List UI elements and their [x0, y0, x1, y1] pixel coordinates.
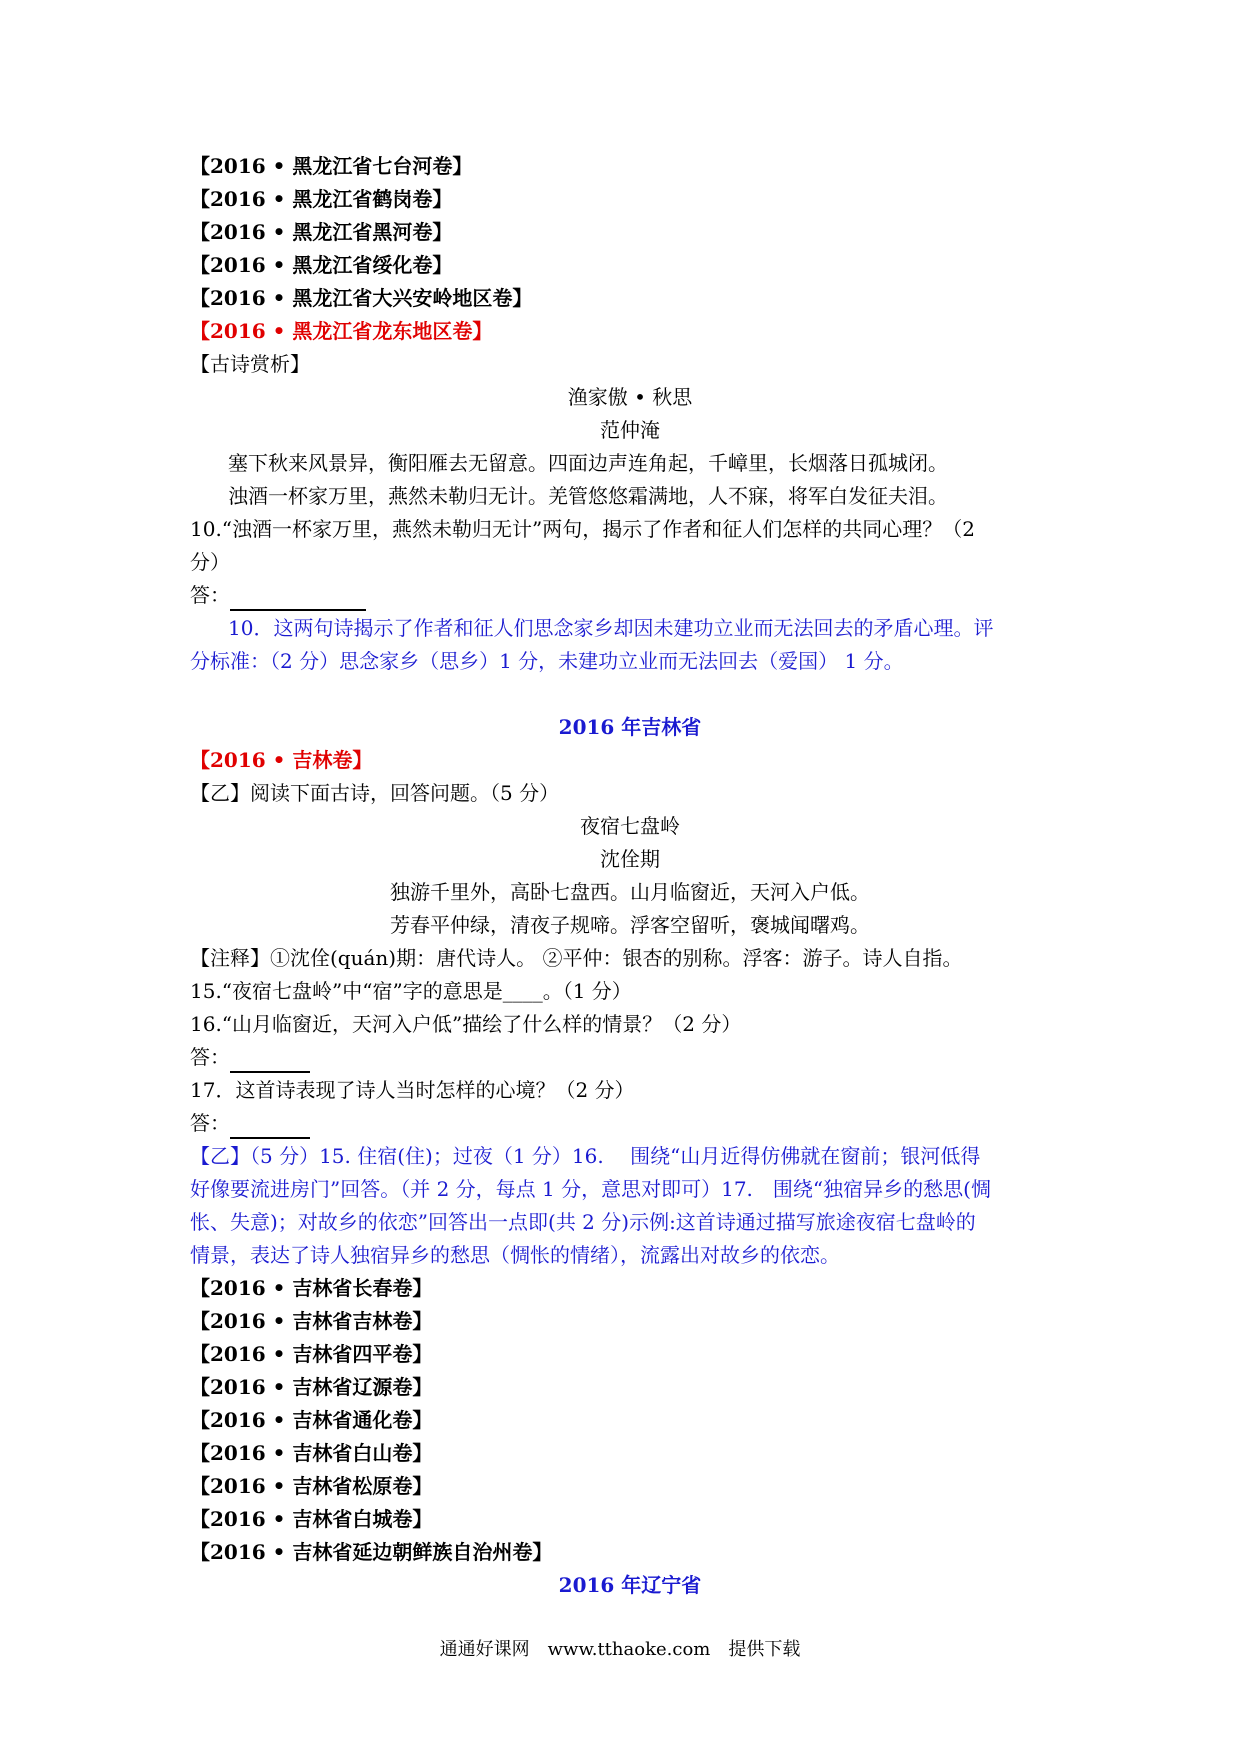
answer-yi-3: 怅、失意)；对故乡的依恋”回答出一点即(共 2 分)示例:这首诗通过描写旅途夜宿七盘岭的 — [190, 1210, 976, 1234]
header-suihua: 【2016 • 黑龙江省绥化卷】 — [190, 253, 453, 277]
answer-10-cont: 分标准：（2 分）思念家乡（思乡）1 分，未建功立业而无法回去（爱国） 1 分。 — [190, 649, 904, 673]
answer-blank — [230, 1049, 310, 1073]
answer-label: 答： — [190, 583, 230, 607]
note: 【注释】①沈佺(quán)期：唐代诗人。 ②平仲：银杏的别称。浮客：游子。诗人自指。 — [190, 946, 963, 970]
answer-10: 10．这两句诗揭示了作者和征人们思念家乡却因未建功立业而无法回去的矛盾心理。评 — [228, 616, 994, 640]
question-15: 15.“夜宿七盘岭”中“宿”字的意思是____。（1 分） — [190, 979, 632, 1003]
footer: 通通好课网 www.tthaoke.com 提供下载 — [439, 1639, 801, 1660]
header-jilin-city: 【2016 • 吉林省吉林卷】 — [190, 1309, 433, 1333]
yi-intro: 【乙】阅读下面古诗，回答问题。（5 分） — [190, 781, 560, 805]
header-jilin: 【2016 • 吉林卷】 — [190, 748, 373, 772]
answer-label: 答： — [190, 1111, 230, 1135]
poem1-line-2: 浊酒一杯家万里，燕然未勒归无计。羌管悠悠霜满地，人不寐，将军白发征夫泪。 — [228, 484, 948, 508]
question-16: 16.“山月临窗近，天河入户低”描绘了什么样的情景？（2 分） — [190, 1012, 742, 1036]
poem1-line-1: 塞下秋来风景异，衡阳雁去无留意。四面边声连角起，千嶂里，长烟落日孤城闭。 — [228, 451, 948, 475]
answer-yi-1: 【乙】（5 分）15. 住宿(住)；过夜（1 分）16. 围绕“山月近得仿佛就在窗前；银河低得 — [190, 1144, 981, 1168]
header-changchun: 【2016 • 吉林省长春卷】 — [190, 1276, 433, 1300]
poem2-line-2: 芳春平仲绿，清夜子规啼。浮客空留听，褒城闻曙鸡。 — [390, 913, 870, 937]
answer-blank — [230, 587, 366, 611]
header-siping: 【2016 • 吉林省四平卷】 — [190, 1342, 433, 1366]
answer-line-10 — [190, 579, 1070, 611]
poem2-title: 夜宿七盘岭 — [580, 814, 680, 838]
answer-yi-2: 好像要流进房门”回答。（并 2 分，每点 1 分，意思对即可）17. 围绕“独宿异乡的愁思(惆 — [190, 1177, 991, 1201]
header-heihe: 【2016 • 黑龙江省黑河卷】 — [190, 220, 453, 244]
header-daxinganling: 【2016 • 黑龙江省大兴安岭地区卷】 — [190, 286, 533, 310]
answer-blank — [230, 1115, 310, 1139]
answer-yi-4: 情景，表达了诗人独宿异乡的愁思（惆怅的情绪），流露出对故乡的依恋。 — [190, 1243, 840, 1267]
header-longdong: 【2016 • 黑龙江省龙东地区卷】 — [190, 319, 493, 343]
answer-line-17 — [190, 1107, 1070, 1139]
section-title-liaoning: 2016 年辽宁省 — [558, 1573, 702, 1597]
answer-label: 答： — [190, 1045, 230, 1069]
header-songyuan: 【2016 • 吉林省松原卷】 — [190, 1474, 433, 1498]
question-10-cont: 分） — [190, 550, 230, 574]
poem1-author: 范仲淹 — [600, 418, 660, 442]
poem2-line-1: 独游千里外，高卧七盘西。山月临窗近，天河入户低。 — [390, 880, 870, 904]
section-title-jilin: 2016 年吉林省 — [558, 715, 702, 739]
question-17: 17．这首诗表现了诗人当时怎样的心境？（2 分） — [190, 1078, 635, 1102]
header-yanbian: 【2016 • 吉林省延边朝鲜族自治州卷】 — [190, 1540, 553, 1564]
header-hegang: 【2016 • 黑龙江省鹤岗卷】 — [190, 187, 453, 211]
poem1-title: 渔家傲 • 秋思 — [567, 385, 693, 409]
header-qitaihe: 【2016 • 黑龙江省七台河卷】 — [190, 154, 473, 178]
poem2-author: 沈佺期 — [600, 847, 660, 871]
header-baishan: 【2016 • 吉林省白山卷】 — [190, 1441, 433, 1465]
header-tonghua: 【2016 • 吉林省通化卷】 — [190, 1408, 433, 1432]
header-baicheng: 【2016 • 吉林省白城卷】 — [190, 1507, 433, 1531]
header-liaoyuan: 【2016 • 吉林省辽源卷】 — [190, 1375, 433, 1399]
section-label: 【古诗赏析】 — [190, 352, 310, 376]
question-10: 10.“浊酒一杯家万里，燕然未勒归无计”两句，揭示了作者和征人们怎样的共同心理？（2 — [190, 517, 975, 541]
answer-line-16 — [190, 1041, 1070, 1073]
